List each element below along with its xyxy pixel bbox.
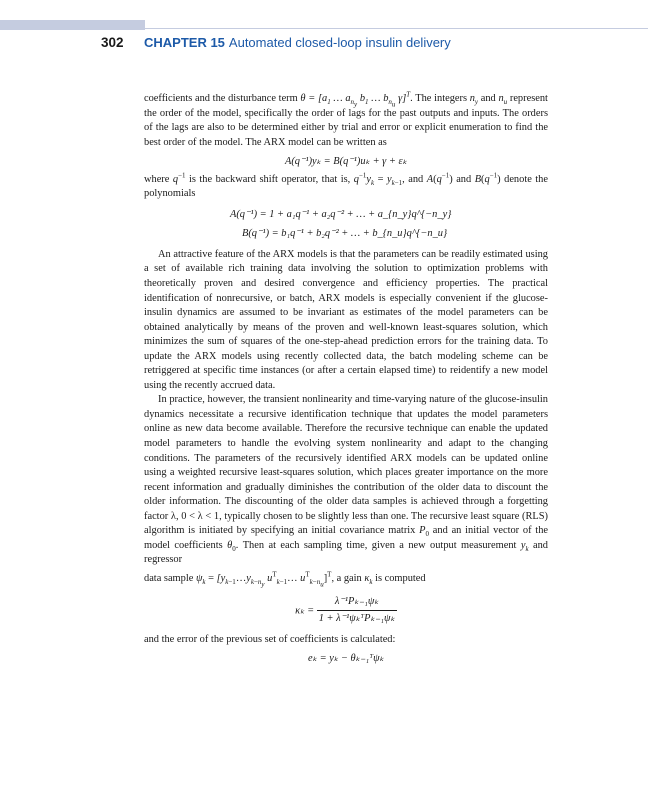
polynomial-b: B(q⁻¹) = b₁q⁻¹ + b₂q⁻² + … + b_{n_u}q^{−n_u}: [242, 228, 448, 240]
gain-fraction: [317, 595, 397, 627]
header-accent-bar: [0, 20, 145, 30]
paragraph-4: and the error of the previous set of coefficients is calculated:: [144, 633, 396, 645]
gain-denominator: 1 + λ⁻¹ψₖᵀPₖ₋₁ψₖ: [318, 613, 395, 625]
error-equation: eₖ = yₖ − θₖ₋₁ᵀψₖ: [307, 653, 384, 665]
page-header: [0, 35, 648, 55]
chapter-title: Automated closed-loop insulin delivery: [228, 35, 451, 50]
theta-equation: θ = [a: [300, 93, 328, 104]
paragraph-2: An attractive feature of the ARX models is that the parameters can be readily estimated using a set of available rich training data involving the solution to optimization problems with theoretically proven and desired convergence and efficiency properties. The practical identification of nonrecursive, or batch, ARX models is especially convenient if the glucose-insulin dynamics are assumed to be invariant as estimates of the model parameters can be obtained analytically by means of the proven and well-known least-squares solution, which minimizes the sum of squares of the one-step-ahead prediction errors for the training data. To update the ARX models using recently collected data, the batch modeling scheme can be retriggered at specific time instances (or after a certain elapsed time) to reidentify a new model using the recently accrued data.: [144, 248, 548, 391]
gain-numerator: λ⁻¹Pₖ₋₁ψₖ: [317, 595, 397, 612]
arx-equation: A(q⁻¹)yₖ = B(q⁻¹)uₖ + γ + εₖ: [284, 156, 407, 168]
chapter-label: CHAPTER 15: [144, 35, 225, 50]
gain-equation: [144, 595, 548, 627]
page-number: 302: [101, 35, 124, 50]
running-head: [144, 35, 451, 50]
page-body: [144, 92, 548, 667]
gain-lhs: κₖ =: [295, 604, 315, 616]
header-rule: [145, 28, 648, 29]
paragraph-data-sample: data sample $\psi_k$ = [$y_{k-1}\dots y_{k-n_y}$ $u^T_{k-1}\dots$ $u^T_{k-n_u}]^T$, a gain $\kappa_k$ is computed: [144, 570, 426, 589]
polynomial-a: A(q⁻¹) = 1 + a₁q⁻¹ + a₂q⁻² + … + a_{n_y}q^{−n_y}: [230, 208, 452, 220]
paragraph-1: coefficients and the disturbance term $\theta = [a_1$ … $a_{n_y}$ $b_1$ … $b_{n_u}$ γ]$^T$. The integers $n_y$ and $n_u$ represent the order of the model, specifically the order of lags for the past outputs and inputs. The orders of the lags are also to be determined either by trial and error or explicit enumeration to find the best order of the model. The ARX model can be written as: [144, 90, 548, 148]
paragraph-3: In practice, however, the transient nonlinearity and time-varying nature of the glucose-insulin dynamics necessitate a recursive identification technique that updates the model parameters online as new data become available. Therefore the recursive technique can enable the updated model parameters to handle the evolving system nonlinearity and adapt to the changing conditions. The parameters of the recursively identified ARX models can be updated online using a weighted recursive least-squares solution, which places greater importance on the more recent information and gradually diminishes the contribution of the older data to discount the older information. The discounting of the older data samples is achieved through a forgetting factor λ, 0 < λ < 1, typically chosen to be slightly less than one. The recursive least square (RLS) algorithm is initiated by specifying an initial covariance matrix $P_0$ and an initial vector of the model coefficients $\theta_0$. Then at each sampling time, given a new output measurement $y_k$ and regressor: [144, 394, 549, 566]
paragraph-where: where $q^{-1}$ is the backward shift operator, that is, $q^{-1}y_k = y_{k-1}$, and $A(q^{-1})$ and $B(q^{-1})$ denote the polynomials: [144, 171, 548, 200]
